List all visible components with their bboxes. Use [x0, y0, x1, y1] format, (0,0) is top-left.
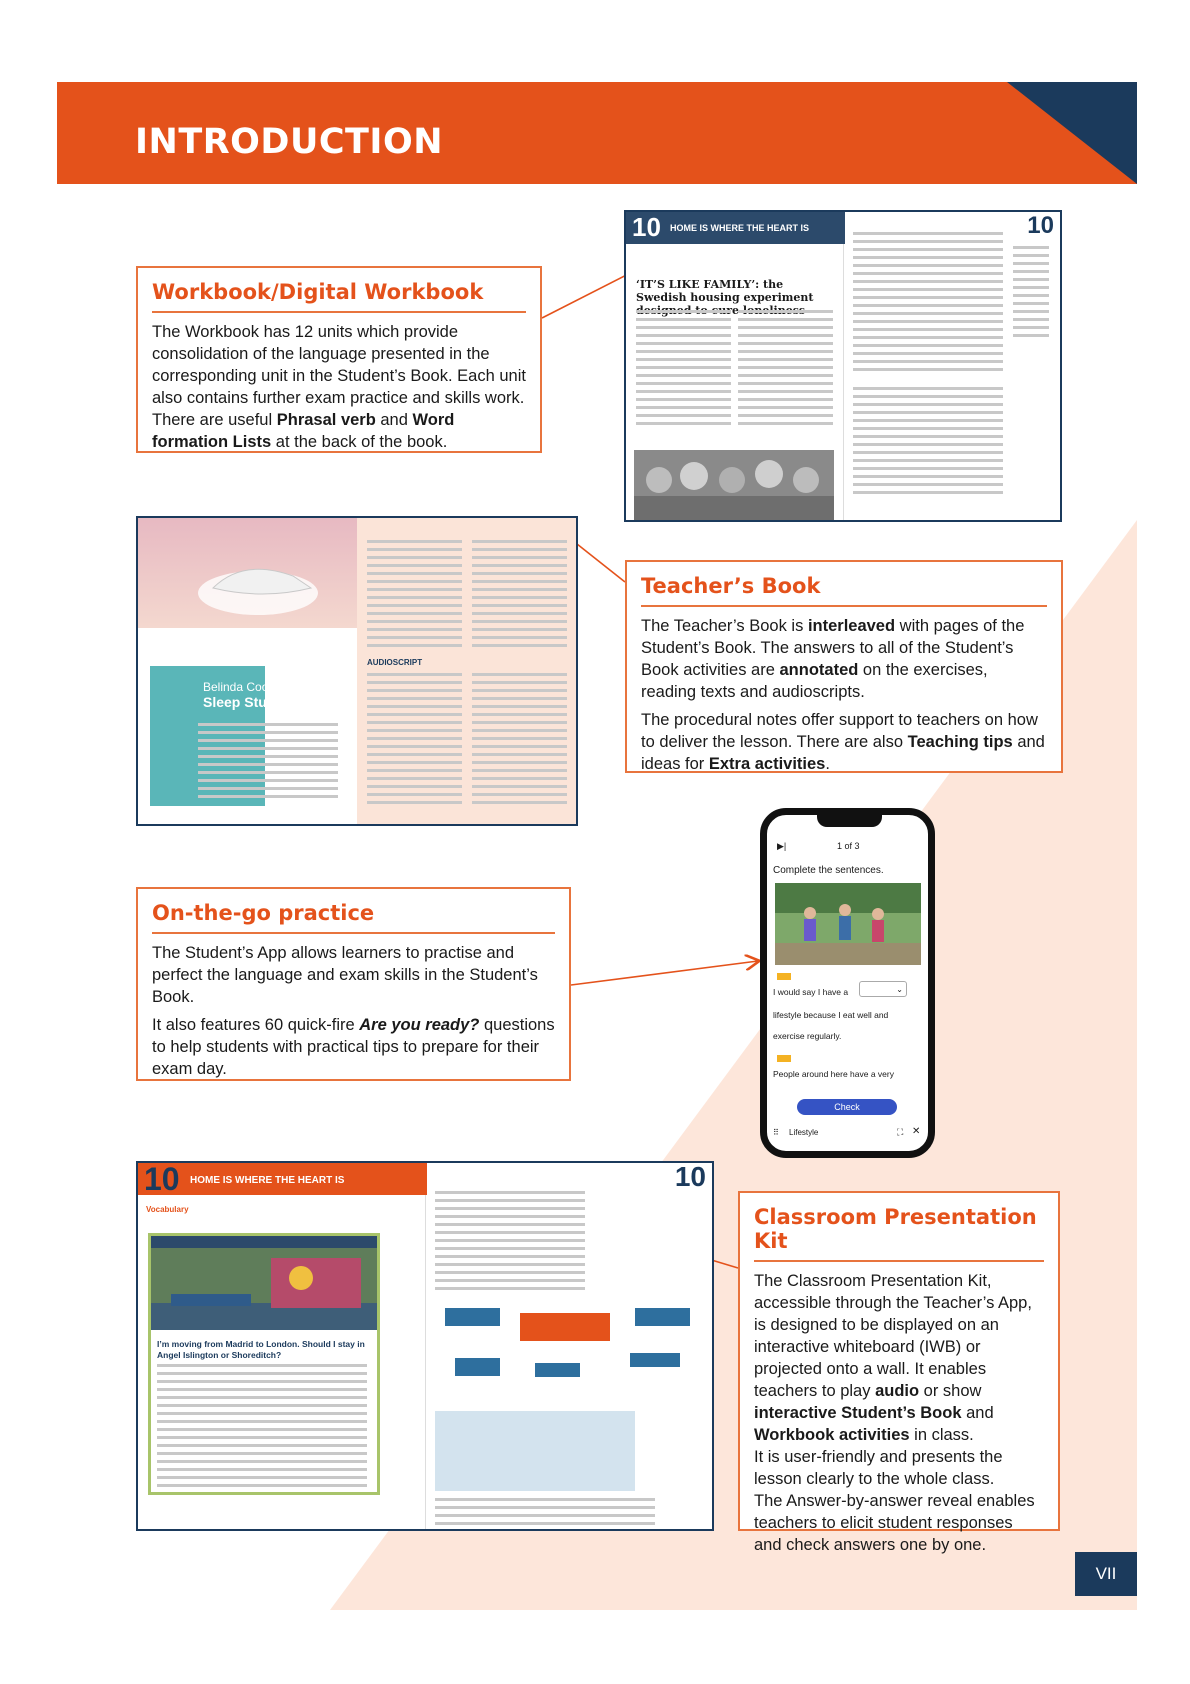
- shoe-cloud-image: [193, 548, 323, 618]
- joggers-photo: [775, 883, 921, 965]
- answer-marker-2: [777, 1055, 791, 1062]
- teachers-book-p2: The procedural notes offer support to teachers on how to deliver the lesson. There are also Teaching tips and ideas for Extra activities.: [641, 711, 1045, 773]
- instruction: Complete the sentences.: [773, 865, 884, 876]
- article-headline: ‘IT’S LIKE FAMILY’: the Swedish housing experiment: [636, 278, 814, 304]
- arrow-on-the-go: [571, 961, 758, 985]
- unit-title: HOME IS WHERE THE HEART IS: [670, 223, 810, 233]
- question-counter: 1 of 3: [837, 841, 860, 851]
- teachers-book-thumbnail: [136, 516, 578, 826]
- on-the-go-heading: On-the-go practice: [152, 901, 555, 934]
- footer-label: Lifestyle: [789, 1128, 819, 1137]
- drag-handle-icon[interactable]: ⠿: [773, 1128, 779, 1137]
- sb-unit-number: 10: [144, 1161, 180, 1197]
- workbook-heading: Workbook/Digital Workbook: [152, 280, 526, 313]
- sb-section: Vocabulary: [146, 1205, 189, 1214]
- answer-marker-1: [777, 973, 791, 980]
- page-number: VII: [1075, 1552, 1137, 1596]
- question-1-start: I would say I have a: [773, 987, 849, 997]
- unit-number: 10: [632, 212, 661, 242]
- student-app-phone: [760, 808, 935, 1158]
- answer-dropdown[interactable]: ⌄: [859, 981, 907, 997]
- teachers-book-p1: The Teacher’s Book is interleaved with pages of the Student’s Book. The answers to all of the Student’s Book activities are annotated on the exercises, reading texts and audioscripts.: [641, 617, 1025, 701]
- classroom-kit-p2: It is user-friendly and presents the lesson clearly to the whole class.: [754, 1448, 1003, 1488]
- classroom-kit-p3: The Answer-by-answer reveal enables teachers to elicit student responses and check answers one by one.: [754, 1492, 1035, 1554]
- sb-unit-title: HOME IS WHERE THE HEART IS: [190, 1175, 345, 1186]
- canal-photo: [151, 1248, 377, 1330]
- card-author: Belinda Cooke: [203, 680, 282, 694]
- students-book-thumbnail: [136, 1161, 714, 1531]
- workbook-page-thumbnail: [624, 210, 1062, 522]
- on-the-go-p1: The Student’s App allows learners to practise and perfect the language and exam skills in the Student’s Book.: [152, 944, 538, 1006]
- question-1-end: exercise regularly.: [773, 1031, 842, 1041]
- mind-map: [445, 1303, 695, 1383]
- question-1-middle: lifestyle because I eat well and: [773, 1010, 889, 1020]
- classroom-kit-heading: Classroom Presentation Kit: [754, 1205, 1044, 1262]
- audioscript-label: AUDIOSCRIPT: [367, 658, 423, 667]
- teachers-book-callout: [625, 560, 1063, 773]
- close-icon[interactable]: ✕: [912, 1126, 921, 1137]
- on-the-go-callout: [136, 887, 571, 1081]
- card-title: Sleep Study: [203, 694, 284, 710]
- workbook-text: The Workbook has 12 units which provide consolidation of the language presented in the corresponding unit in the Student’s Book. Each unit also contains further exam practice and skills work. There are useful Phrasal verb and Word formation Lists at the back of the book.: [152, 323, 526, 451]
- group-photo: [634, 450, 834, 520]
- question-2: People around here have a very: [773, 1069, 894, 1079]
- workbook-callout: [136, 266, 542, 453]
- classroom-kit-p1: The Classroom Presentation Kit, accessible through the Teacher’s App, is designed to be displayed on an interactive whiteboard (IWB) or projected onto a wall. It enables teachers to play audio or show interactive Student’s Book and Workbook activities in class.: [754, 1272, 1032, 1444]
- expand-icon[interactable]: ⛶: [897, 1127, 904, 1137]
- classroom-kit-callout: [738, 1191, 1060, 1554]
- skip-icon[interactable]: ▶|: [777, 841, 787, 851]
- sb-post-headline: I’m moving from Madrid to London. Should I stay in Angel Islington or Shoreditch?: [157, 1339, 365, 1360]
- on-the-go-p2: It also features 60 quick-fire Are you ready? questions to help students with practical tips to prepare for their exam day.: [152, 1016, 555, 1078]
- teachers-book-heading: Teacher’s Book: [641, 574, 1047, 607]
- unit-number-right: 10: [1027, 212, 1054, 239]
- page-title: INTRODUCTION: [135, 122, 443, 162]
- check-button[interactable]: Check: [797, 1099, 897, 1115]
- sb-unit-number-right: 10: [674, 1161, 706, 1192]
